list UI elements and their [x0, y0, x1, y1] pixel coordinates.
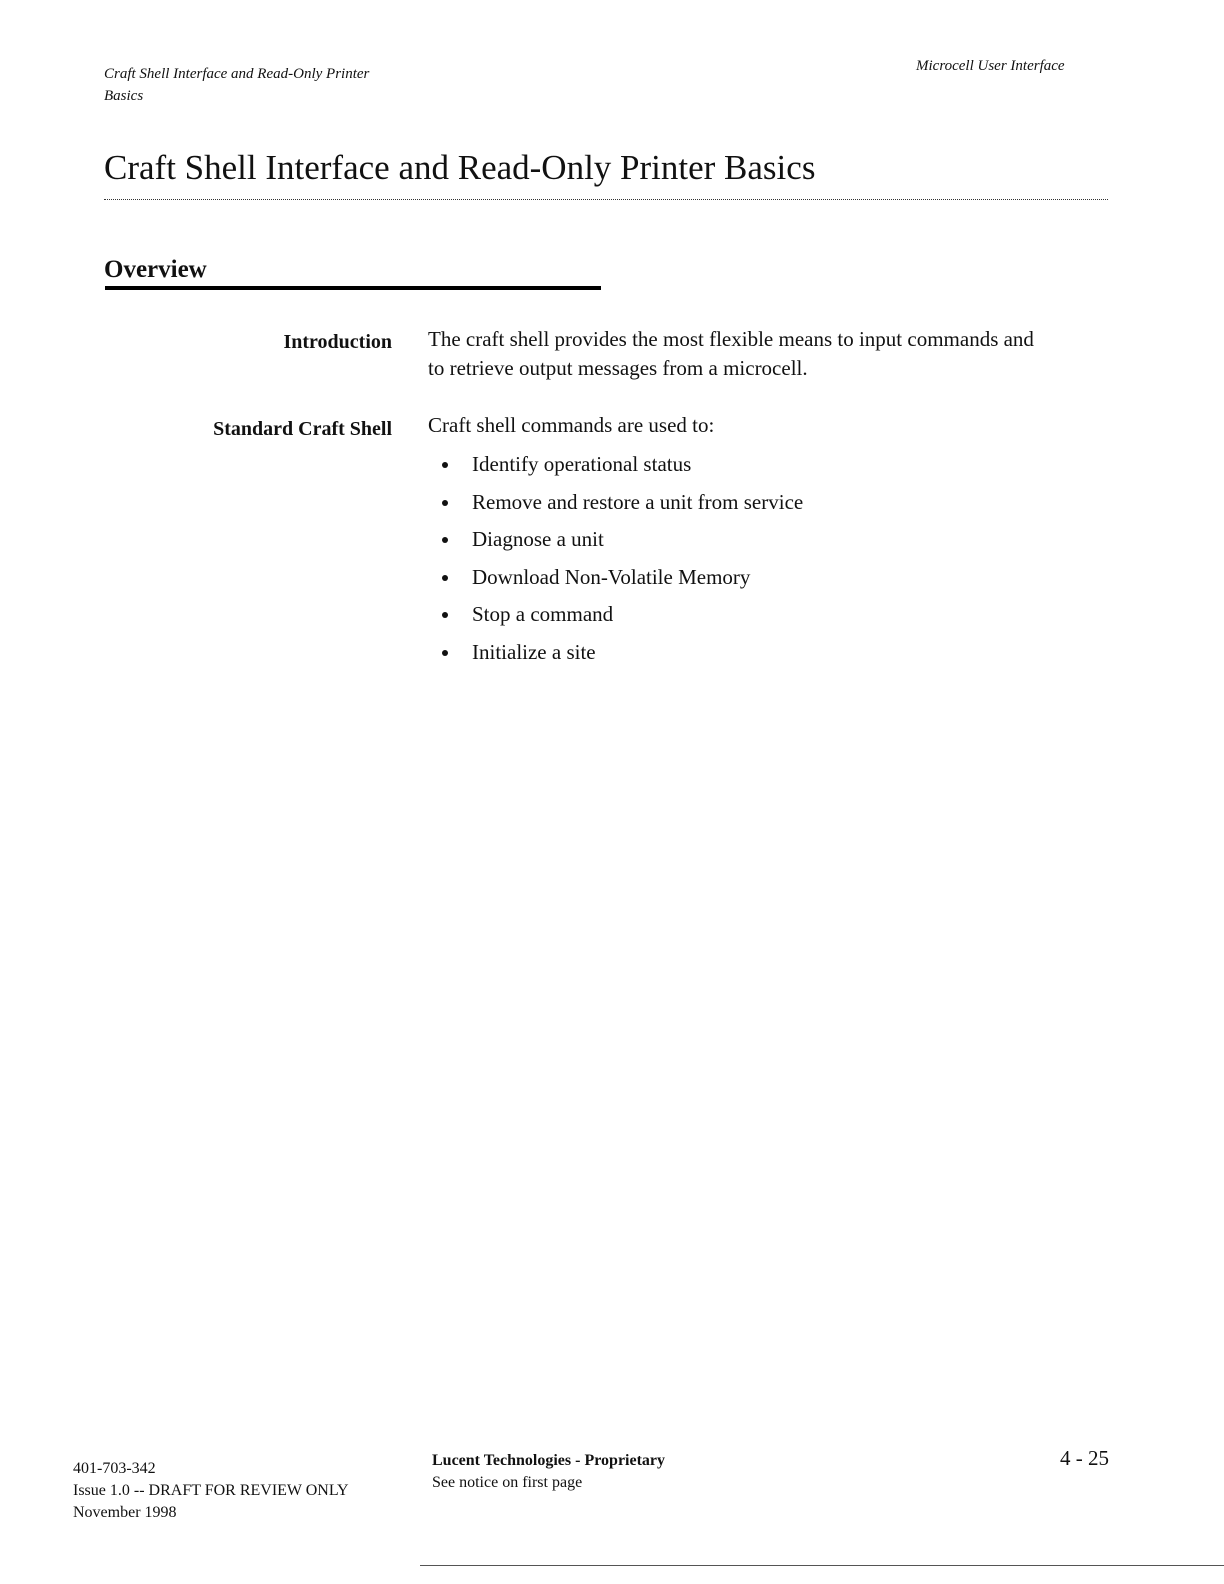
list-item [428, 524, 1108, 562]
introduction-label: Introduction [283, 331, 392, 353]
list-item [428, 487, 1108, 525]
running-header-right: Microcell User Interface [916, 58, 1065, 74]
footer-proprietary-notice [432, 1450, 665, 1494]
standard-craft-shell-lead: Craft shell commands are used to: [428, 413, 715, 437]
introduction-text-line2: to retrieve output messages from a microcell. [428, 356, 808, 380]
bullet-icon [442, 500, 448, 506]
bullet-icon [442, 537, 448, 543]
footer-notice: See notice on first page [432, 1474, 583, 1491]
standard-craft-shell-label: Standard Craft Shell [213, 418, 392, 440]
bullet-icon [442, 462, 448, 468]
bullet-icon [442, 650, 448, 656]
list-item-text: Identify operational status [472, 452, 692, 476]
list-item-text: Download Non-Volatile Memory [472, 564, 751, 589]
footer-doc-number: 401-703-342 [73, 1460, 156, 1477]
list-item-text: Remove and restore a unit from service [472, 489, 804, 514]
footer-company: Lucent Technologies - Proprietary [432, 1452, 666, 1469]
chapter-title: Craft Shell Interface and Read-Only Printer Basics [104, 148, 816, 187]
title-dotted-rule [104, 199, 1108, 200]
footer-date: November 1998 [73, 1504, 177, 1521]
list-item [428, 562, 1108, 600]
list-item [428, 599, 1108, 637]
footer-issue: Issue 1.0 -- DRAFT FOR REVIEW ONLY [73, 1482, 349, 1499]
bullet-icon [442, 612, 448, 618]
running-header-left-line1: Craft Shell Interface and Read-Only Printer [104, 66, 370, 82]
page-number: 4 - 25 [1060, 1446, 1109, 1470]
list-item-text: Stop a command [472, 602, 614, 627]
running-header-left [104, 63, 464, 107]
list-item-text: Initialize a site [472, 639, 596, 664]
bottom-edge-rule [420, 1565, 1224, 1566]
section-heading-rule [105, 286, 601, 290]
section-heading: Overview [104, 256, 207, 283]
list-item-text: Diagnose a unit [472, 527, 604, 552]
list-item [428, 449, 1108, 487]
footer-document-info [73, 1458, 349, 1524]
introduction-text [428, 325, 1118, 383]
introduction-text-line1: The craft shell provides the most flexible means to input commands and [428, 327, 1034, 351]
list-item [428, 637, 1108, 675]
craft-shell-command-list [428, 449, 1108, 675]
running-header-left-line2: Basics [104, 88, 144, 104]
bullet-icon [442, 575, 448, 581]
